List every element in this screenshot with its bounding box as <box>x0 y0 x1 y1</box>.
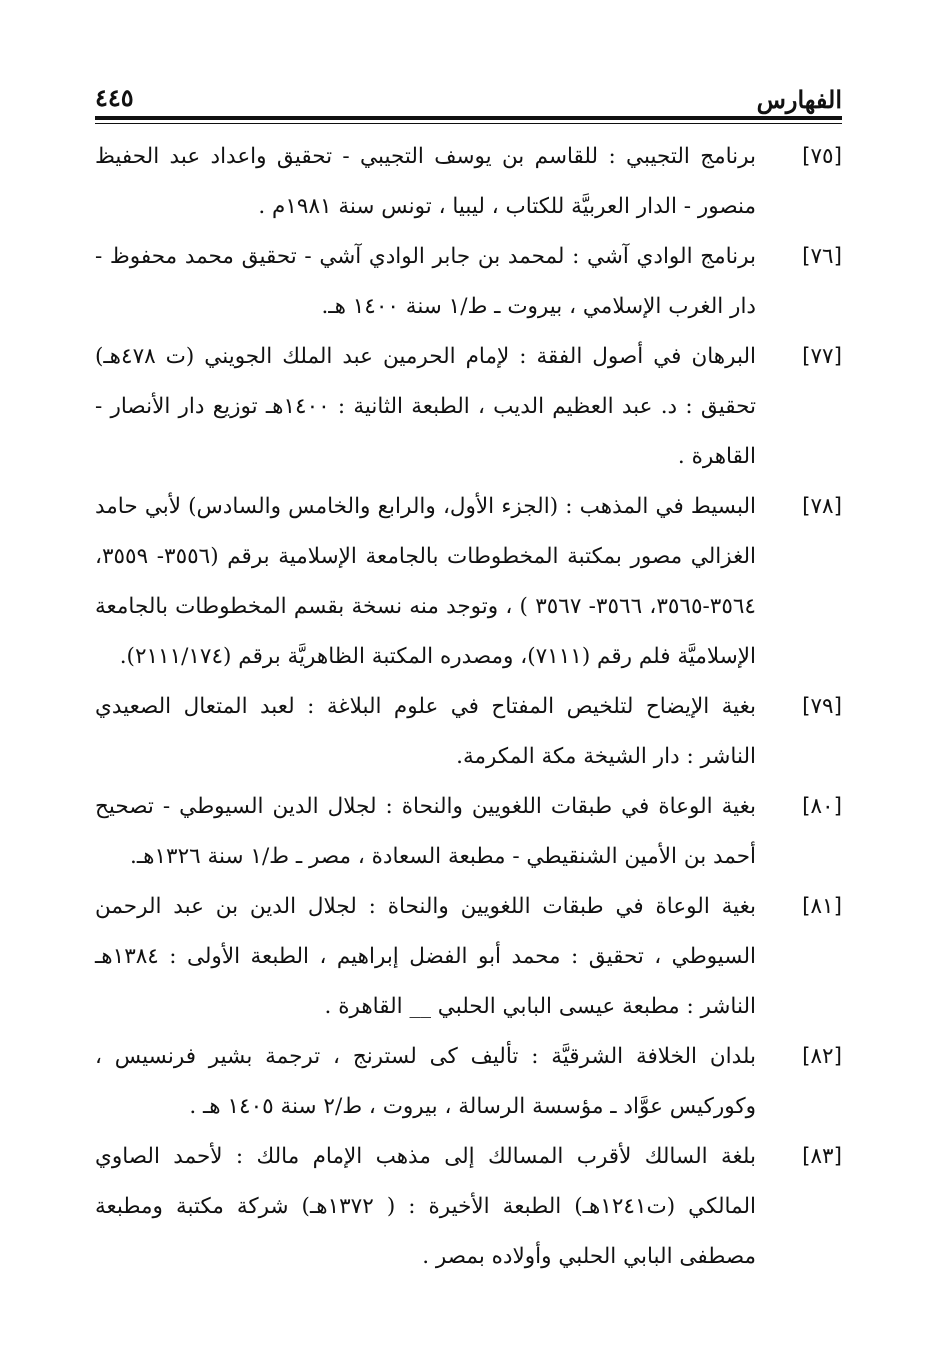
page-header <box>95 80 842 114</box>
bibliography-entry <box>95 482 842 682</box>
bibliography-entry <box>95 1132 842 1282</box>
entry-text: بغية الإيضاح لتلخيص المفتاح في علوم البلاغة : لعبد المتعال الصعيدي الناشر : دار الشيخة مكة المكرمة. <box>95 694 756 769</box>
entry-number: [٧٧] <box>802 344 842 369</box>
bibliography-list <box>95 132 842 1282</box>
entry-text: بلدان الخلافة الشرقيَّة : تأليف كى لسترنج ، ترجمة بشير فرنسيس ، وكوركيس عوَّاد ـ مؤسسة الرسالة ، بيروت ، ط/٢ سنة ١٤٠٥ هـ . <box>95 1044 756 1119</box>
bibliography-entry <box>95 682 842 782</box>
entry-text: البسيط في المذهب : (الجزء الأول، والرابع والخامس والسادس) لأبي حامد الغزالي مصور بمكتبة المخطوطات بالجامعة الإسلامية برقم (٣٥٥٦- ٣٥٥٩، ٣٥٦٤-٣٥٦٥، ٣٥٦٦- ٣٥٦٧ ) ، وتوجد منه نسخة بقسم المخطوطات بالجامعة الإسلاميَّة فلم رقم (٧١١١)، ومصدره المكتبة الظاهريَّة برقم (٢١١١/١٧٤). <box>95 494 756 669</box>
header-rule-thin <box>95 123 842 124</box>
entry-text: بلغة السالك لأقرب المسالك إلى مذهب الإمام مالك : لأحمد الصاوي المالكي (ت١٢٤١هـ) الطبعة الأخيرة : ( ١٣٧٢هـ) شركة مكتبة ومطبعة مصطفى البابي الحلبي وأولاده بمصر . <box>95 1144 757 1269</box>
entry-text: برنامج الوادي آشي : لمحمد بن جابر الوادي آشي - تحقيق محمد محفوظ - دار الغرب الإسلامي ، بيروت ـ ط/١ سنة ١٤٠٠ هـ. <box>95 244 756 319</box>
entry-number: [٨٠] <box>802 794 842 819</box>
entry-number: [٨١] <box>802 894 842 919</box>
entry-number: [٧٩] <box>802 694 842 719</box>
document-page <box>95 80 842 1282</box>
entry-number: [٨٣] <box>802 1144 842 1169</box>
bibliography-entry <box>95 882 842 1032</box>
entry-number: [٧٨] <box>802 494 842 519</box>
page-number: ٤٤٥ <box>95 83 134 112</box>
bibliography-entry <box>95 1032 842 1132</box>
entry-text: بغية الوعاة في طبقات اللغويين والنحاة : لجلال الدين بن عبد الرحمن السيوطي ، تحقيق : محمد أبو الفضل إبراهيم ، الطبعة الأولى : ١٣٨٤هـ الناشر : مطبعة عيسى البابي الحلبي __ القاهرة . <box>95 894 756 1019</box>
bibliography-entry <box>95 782 842 882</box>
bibliography-entry <box>95 232 842 332</box>
entry-number: [٧٥] <box>802 144 842 169</box>
running-title: الفهارس <box>756 85 842 114</box>
entry-number: [٨٢] <box>802 1044 842 1069</box>
header-rule-thick <box>95 116 842 120</box>
bibliography-entry <box>95 332 842 482</box>
entry-number: [٧٦] <box>802 244 842 269</box>
entry-text: بغية الوعاة في طبقات اللغويين والنحاة : لجلال الدين السيوطي - تصحيح أحمد بن الأمين الشنقيطي - مطبعة السعادة ، مصر ـ ط/١ سنة ١٣٢٦هـ. <box>95 794 756 869</box>
entry-text: برنامج التجيبي : للقاسم بن يوسف التجيبي - تحقيق واعداد عبد الحفيظ منصور - الدار العربيَّة للكتاب ، ليبيا ، تونس سنة ١٩٨١م . <box>95 144 756 219</box>
bibliography-entry <box>95 132 842 232</box>
entry-text: البرهان في أصول الفقة : لإمام الحرمين عبد الملك الجويني (ت ٤٧٨هـ) تحقيق : د. عبد العظيم الديب ، الطبعة الثانية : ١٤٠٠هـ توزيع دار الأنصار - القاهرة . <box>95 344 756 469</box>
